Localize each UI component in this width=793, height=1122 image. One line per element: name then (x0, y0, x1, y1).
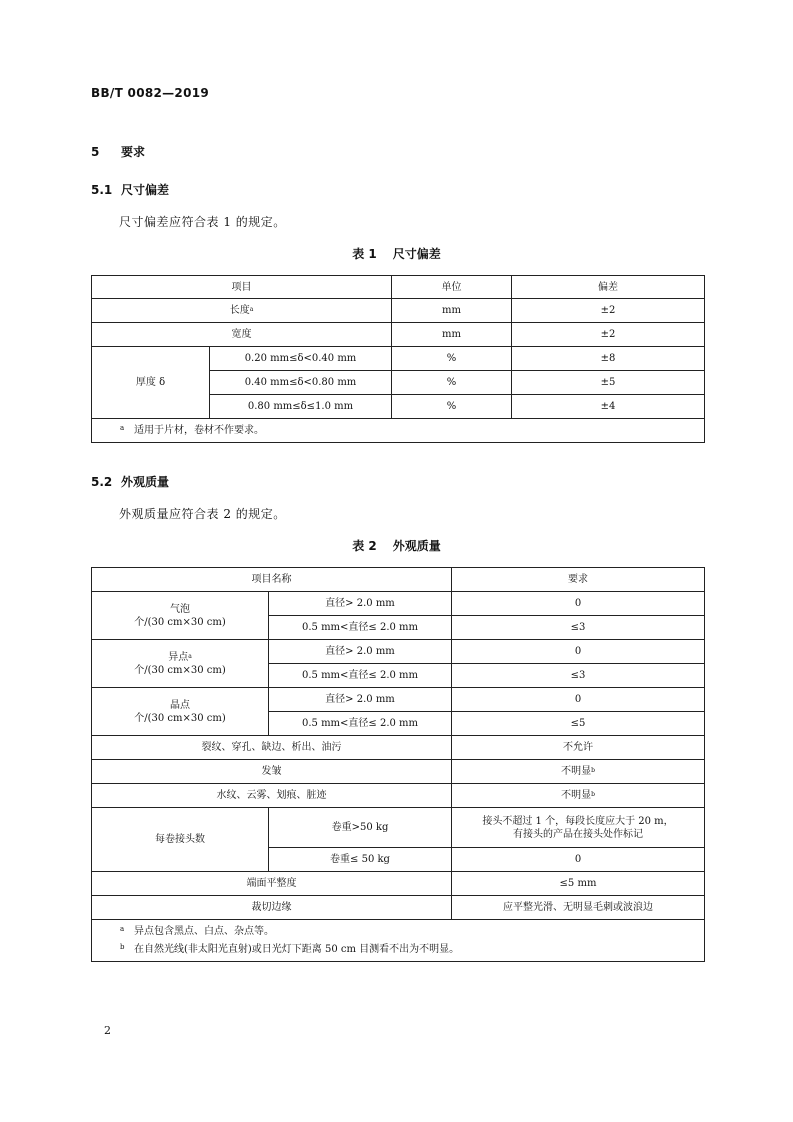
unit-cell: mm (392, 299, 512, 323)
table-row (92, 760, 705, 784)
table-header-row (92, 568, 705, 592)
unit-cell: % (392, 395, 512, 419)
table-1-caption (0, 245, 793, 262)
section-title: 外观质量 (121, 475, 170, 489)
table-2-appearance-quality (91, 567, 705, 962)
caption-title: 外观质量 (392, 539, 441, 553)
footnote-marker: a (120, 924, 125, 933)
caption-number: 表 2 (352, 539, 377, 553)
table-row (92, 323, 705, 347)
condition-cell: 直径> 2.0 mm (269, 592, 452, 616)
section-title: 要求 (121, 145, 146, 159)
unit-cell: % (392, 347, 512, 371)
item-cell: 水纹、云雾、划痕、脏迹 (92, 784, 452, 808)
table-row (92, 640, 705, 664)
item-cell: 裂纹、穿孔、缺边、析出、油污 (92, 736, 452, 760)
footnote-marker: b (591, 791, 595, 798)
requirement-cell: ≤5 mm (452, 872, 705, 896)
condition-cell: 直径> 2.0 mm (269, 688, 452, 712)
table-row (92, 299, 705, 323)
group-name-cell: 气泡 个/(30 cm×30 cm) (92, 592, 269, 640)
condition-cell: 0.5 mm<直径≤ 2.0 mm (269, 664, 452, 688)
requirement-cell: 应平整光滑、无明显毛刺或波浪边 (452, 896, 705, 920)
item-cell: 每卷接头数 (92, 808, 269, 872)
requirement-cell: 不允许 (452, 736, 705, 760)
requirement-cell: 不明显$^b$ (452, 784, 705, 808)
condition-cell: 0.5 mm<直径≤ 2.0 mm (269, 712, 452, 736)
header-cell: 项目 (92, 276, 392, 299)
thickness-label-cell: 厚度 δ (92, 347, 210, 419)
section-5-1-text: 尺寸偏差应符合表 1 的规定。 (119, 215, 286, 229)
item-cell: 发皱 (92, 760, 452, 784)
item-cell: 端面平整度 (92, 872, 452, 896)
table-footnote: a 异点包含黑点、白点、杂点等。 b 在自然光线(非太阳光直射)或日光灯下距离 50 cm 目测看不出为不明显。 (92, 920, 705, 962)
table-footnote-row (92, 920, 705, 962)
caption-title: 尺寸偏差 (392, 247, 441, 261)
page-number: 2 (104, 1024, 111, 1037)
group-name-cell: 晶点 个/(30 cm×30 cm) (92, 688, 269, 736)
table-footnote: a 适用于片材，卷材不作要求。 (92, 419, 705, 443)
condition-cell: 卷重>50 kg (269, 808, 452, 848)
section-5-heading (91, 143, 145, 160)
table-row (92, 872, 705, 896)
caption-number: 表 1 (352, 247, 377, 261)
header-cell: 项目名称 (92, 568, 452, 592)
table-row (92, 784, 705, 808)
requirement-cell: 0 (452, 640, 705, 664)
deviation-cell: ±2 (512, 323, 705, 347)
deviation-cell: ±2 (512, 299, 705, 323)
table-1-dimensional-deviation (91, 275, 705, 443)
header-cell: 偏差 (512, 276, 705, 299)
requirement-cell: 0 (452, 688, 705, 712)
group-name-cell: 异点$^a$ 个/(30 cm×30 cm) (92, 640, 269, 688)
table-row (92, 592, 705, 616)
header-cell: 要求 (452, 568, 705, 592)
requirement-cell: ≤3 (452, 616, 705, 640)
section-number: 5.1 (91, 183, 113, 197)
footnote-marker: a (188, 652, 192, 660)
table-footnote-row (92, 419, 705, 443)
footnote-marker: b (120, 942, 125, 951)
condition-cell: 0.5 mm<直径≤ 2.0 mm (269, 616, 452, 640)
deviation-cell: ±4 (512, 395, 705, 419)
item-cell: 长度$^a$ (92, 299, 392, 323)
range-cell: 0.20 mm≤δ<0.40 mm (210, 347, 392, 371)
table-row (92, 736, 705, 760)
requirement-cell: ≤3 (452, 664, 705, 688)
section-number: 5 (91, 145, 100, 159)
document-header: BB/T 0082—2019 (91, 86, 210, 100)
footnote-marker: b (591, 767, 595, 774)
footnote-marker: a (249, 306, 254, 313)
unit-cell: % (392, 371, 512, 395)
section-5-2-text: 外观质量应符合表 2 的规定。 (119, 507, 286, 521)
requirement-cell: 接头不超过 1 个，每段长度应大于 20 m， 有接头的产品在接头处作标记 (452, 808, 705, 848)
requirement-cell: 0 (452, 592, 705, 616)
table-2-caption (0, 537, 793, 554)
section-5-2-heading (91, 473, 169, 490)
requirement-cell: 不明显$^b$ (452, 760, 705, 784)
table-row (92, 808, 705, 848)
condition-cell: 卷重≤ 50 kg (269, 848, 452, 872)
item-cell: 宽度 (92, 323, 392, 347)
range-cell: 0.80 mm≤δ≤1.0 mm (210, 395, 392, 419)
deviation-cell: ±5 (512, 371, 705, 395)
unit-cell: mm (392, 323, 512, 347)
section-title: 尺寸偏差 (121, 183, 170, 197)
range-cell: 0.40 mm≤δ<0.80 mm (210, 371, 392, 395)
item-cell: 裁切边缘 (92, 896, 452, 920)
deviation-cell: ±8 (512, 347, 705, 371)
section-number: 5.2 (91, 475, 113, 489)
table-row (92, 896, 705, 920)
header-cell: 单位 (392, 276, 512, 299)
table-header-row (92, 276, 705, 299)
requirement-cell: 0 (452, 848, 705, 872)
table-row (92, 688, 705, 712)
condition-cell: 直径> 2.0 mm (269, 640, 452, 664)
requirement-cell: ≤5 (452, 712, 705, 736)
section-5-1-heading (91, 181, 169, 198)
footnote-marker: a (120, 423, 125, 432)
table-row (92, 347, 705, 371)
